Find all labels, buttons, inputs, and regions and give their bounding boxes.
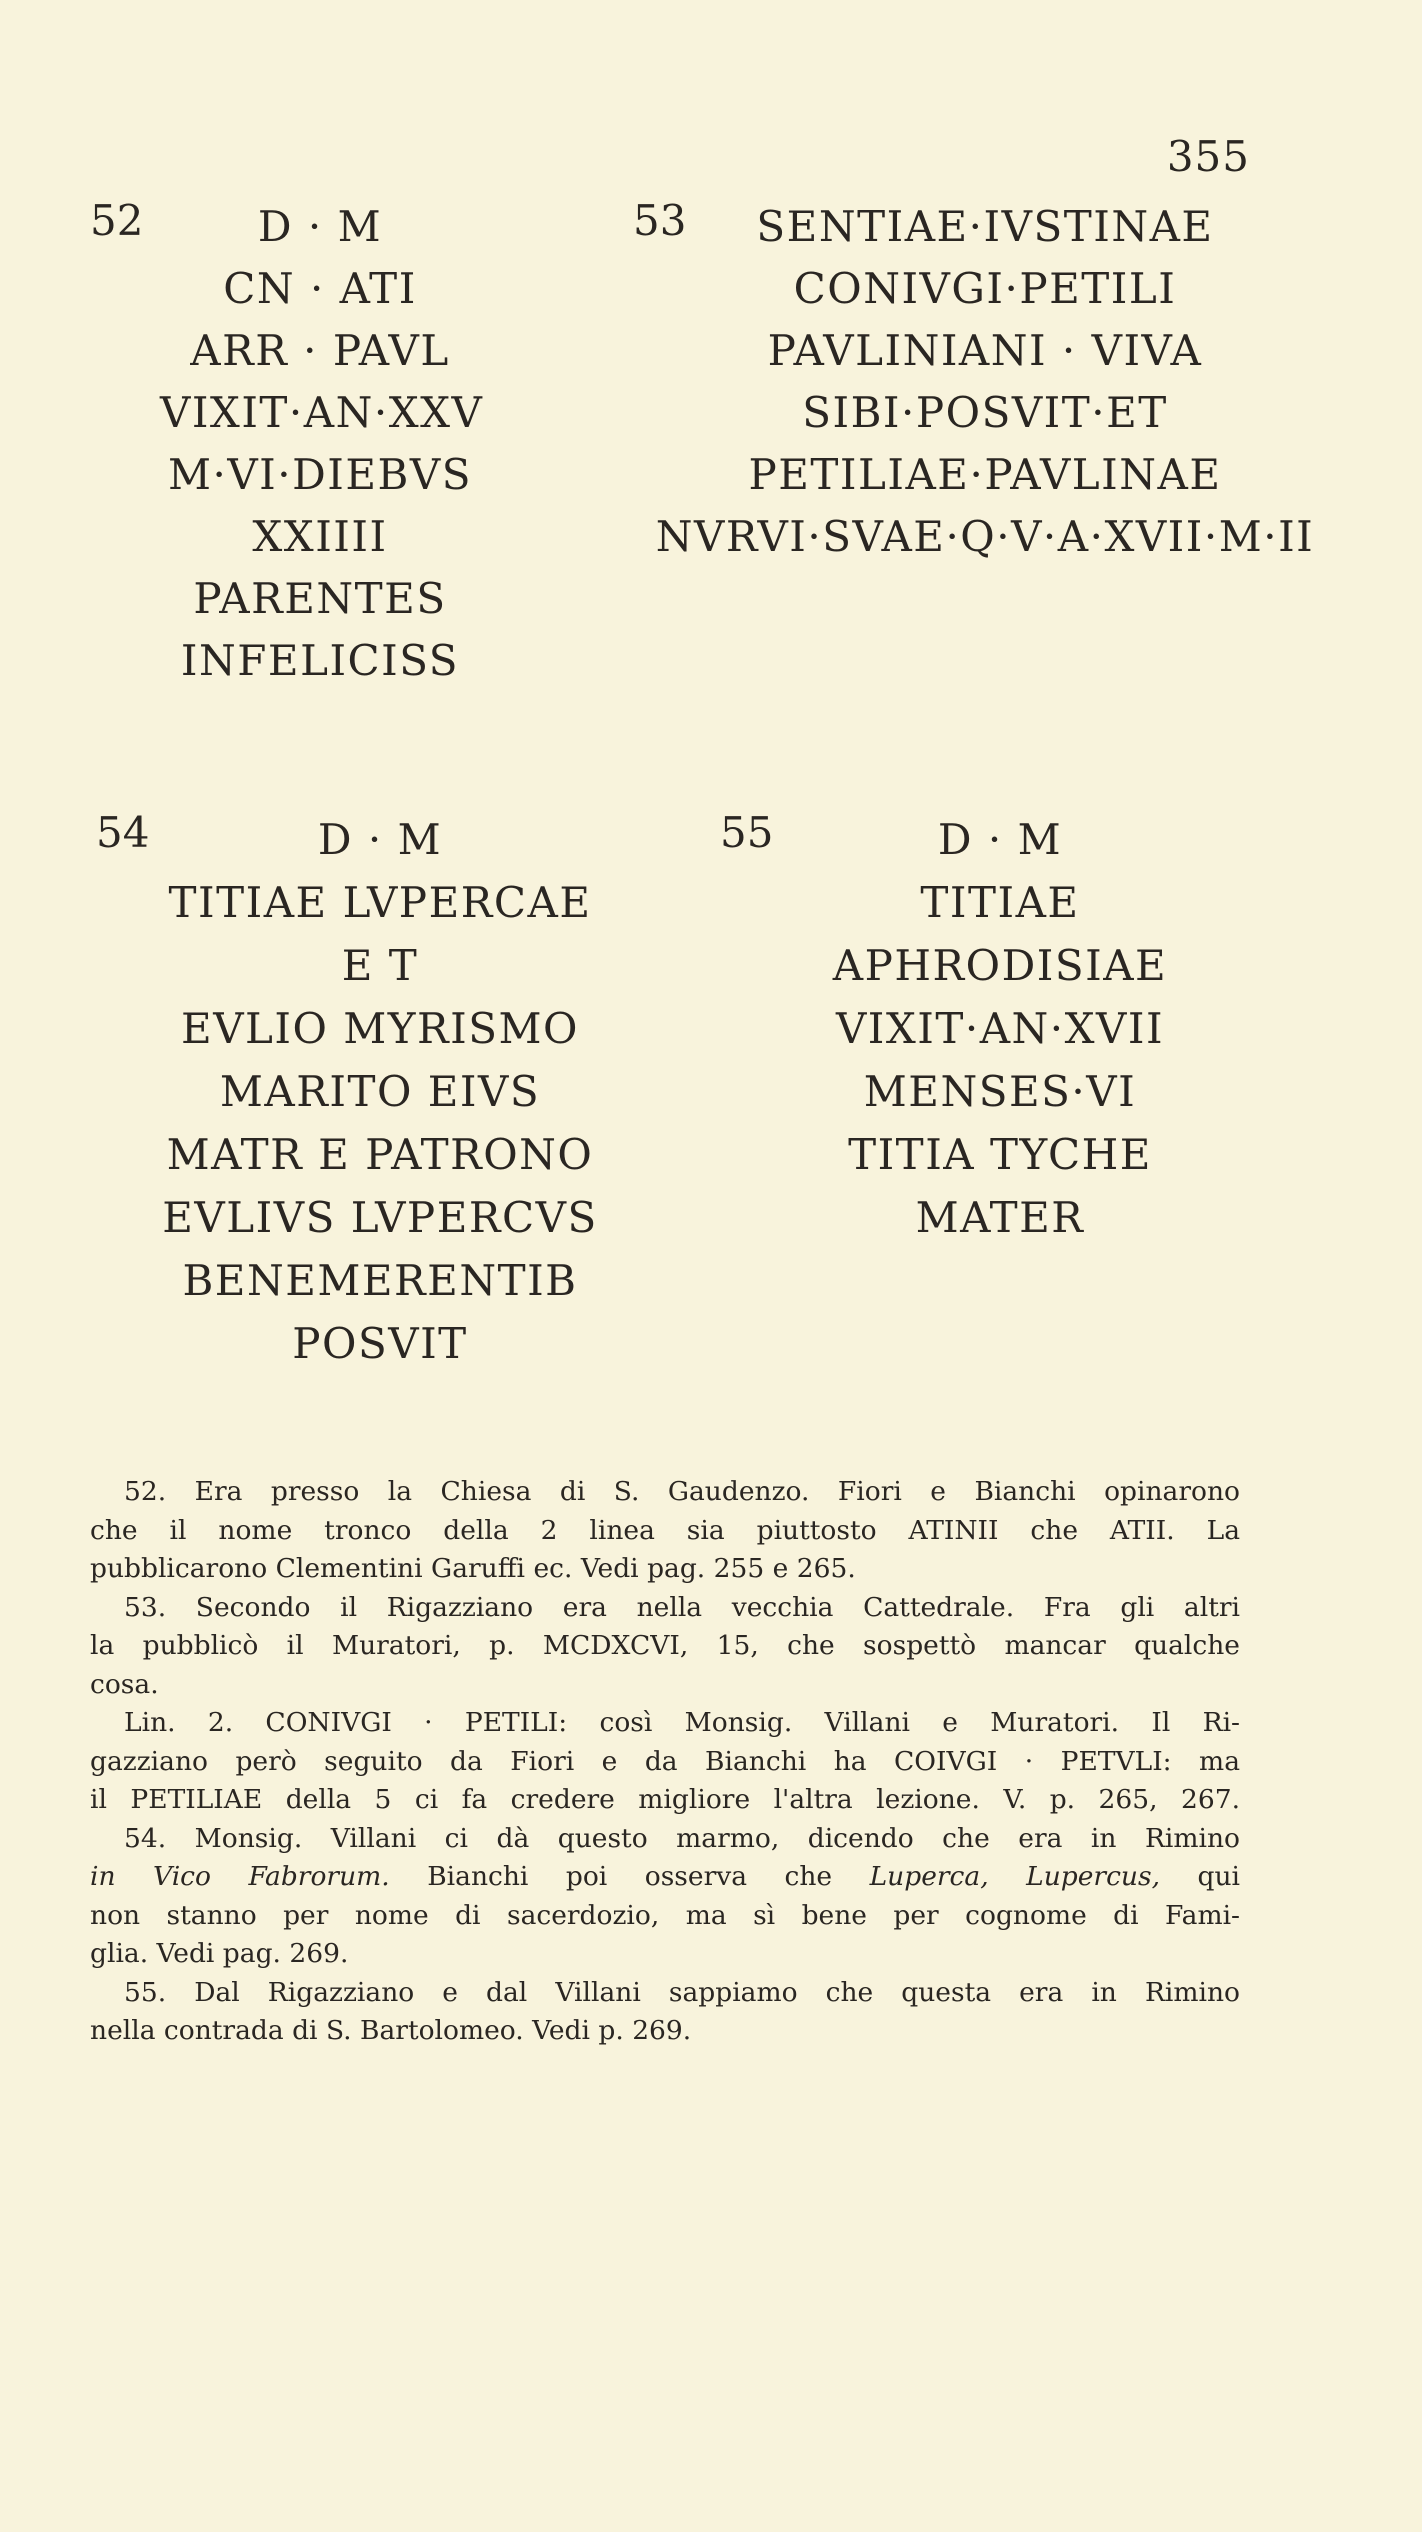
inscription-line: PAVLINIANI · VIVA xyxy=(767,326,1203,375)
note-53 xyxy=(90,1589,1240,1705)
note-line: 54. Monsig. Villani ci dà questo marmo, dicendo che era in Rimino xyxy=(124,1822,1240,1854)
note-52 xyxy=(90,1473,1240,1589)
inscription-line: D · M xyxy=(937,815,1063,864)
note-line: il PETILIAE della 5 ci fa credere migliore l'altra lezione. V. p. 265, 267. xyxy=(90,1784,1240,1815)
inscription-line: MARITO EIVS xyxy=(219,1067,541,1116)
note-text: qui xyxy=(1160,1861,1241,1892)
inscription-line: APHRODISIAE xyxy=(832,941,1168,990)
note-line: cosa. xyxy=(90,1668,159,1700)
note-line: 53. Secondo il Rigazziano era nella vecchia Cattedrale. Fra gli altri xyxy=(124,1591,1240,1623)
inscription-line: SENTIAE·IVSTINAE xyxy=(756,202,1214,251)
page-number: 355 xyxy=(1166,132,1250,181)
note-54 xyxy=(90,1820,1240,1974)
note-line: glia. Vedi pag. 269. xyxy=(90,1938,349,1969)
inscription-line: M·VI·DIEBVS xyxy=(167,450,473,499)
note-line: pubblicarono Clementini Garuffi ec. Vedi pag. 255 e 265. xyxy=(90,1553,856,1584)
inscription-line: PARENTES xyxy=(193,574,447,623)
note-line: 55. Dal Rigazziano e dal Villani sappiamo che questa era in Rimino xyxy=(124,1976,1240,2008)
inscription-line: EVLIVS LVPERCVS xyxy=(162,1193,598,1242)
inscription-line: D · M xyxy=(257,202,383,251)
inscription-line: TITIAE LVPERCAE xyxy=(168,878,592,927)
note-55 xyxy=(90,1974,1240,2051)
inscription-text xyxy=(160,808,600,1375)
inscription-text xyxy=(625,196,1345,568)
inscription-text xyxy=(160,196,484,692)
inscription-54 xyxy=(90,808,650,1368)
inscription-line: E T xyxy=(341,941,419,990)
inscription-line: PETILIAE·PAVLINAE xyxy=(748,450,1222,499)
note-line: gazziano però seguito da Fiori e da Bianchi ha COIVGI · PETVLI: ma xyxy=(90,1745,1240,1777)
note-line: nella contrada di S. Bartolomeo. Vedi p. 269. xyxy=(90,2015,692,2046)
inscription-number: 54 xyxy=(96,808,150,857)
inscription-number: 53 xyxy=(633,196,687,245)
inscription-line: TITIA TYCHE xyxy=(848,1130,1152,1179)
note-line: Lin. 2. CONIVGI · PETILI: così Monsig. Villani e Muratori. Il Ri- xyxy=(124,1707,1240,1738)
note-line xyxy=(90,1858,1240,1897)
inscription-52 xyxy=(90,196,550,685)
inscription-line: INFELICISS xyxy=(180,636,460,685)
note-53-line-2 xyxy=(90,1704,1240,1820)
inscription-line: POSVIT xyxy=(292,1319,468,1368)
note-line: 52. Era presso la Chiesa di S. Gaudenzo. Fiori e Bianchi opinarono xyxy=(124,1476,1240,1507)
inscription-line: CN · ATI xyxy=(223,264,417,313)
note-italic: in Vico Fabrorum. xyxy=(90,1861,390,1892)
inscription-line: VIXIT·AN·XVII xyxy=(835,1004,1165,1053)
inscription-line: MATR E PATRONO xyxy=(166,1130,594,1179)
inscription-line: MENSES·VI xyxy=(863,1067,1137,1116)
inscription-text xyxy=(780,808,1220,1249)
inscription-line: ARR · PAVL xyxy=(190,326,450,375)
note-line: non stanno per nome di sacerdozio, ma sì bene per cognome di Fami- xyxy=(90,1899,1240,1931)
inscription-line: XXIIII xyxy=(252,512,388,561)
note-italic: Luperca, Lupercus, xyxy=(869,1861,1161,1892)
inscription-line: EVLIO MYRISMO xyxy=(181,1004,579,1053)
inscription-line: SIBI·POSVIT·ET xyxy=(802,388,1168,437)
inscription-line: CONIVGI·PETILI xyxy=(793,264,1177,313)
note-line: che il nome tronco della 2 linea sia piuttosto ATINII che ATII. La xyxy=(90,1514,1240,1546)
inscription-line: TITIAE xyxy=(920,878,1080,927)
note-line: la pubblicò il Muratori, p. MCDXCVI, 15, che sospettò mancar qualche xyxy=(90,1630,1240,1661)
inscription-number: 55 xyxy=(720,808,774,857)
inscription-line: D · M xyxy=(317,815,443,864)
inscription-line: NVRVI·SVAE·Q·V·A·XVII·M·II xyxy=(655,512,1315,561)
inscription-number: 52 xyxy=(90,196,144,245)
inscription-line: MATER xyxy=(915,1193,1085,1242)
inscription-55 xyxy=(690,808,1310,1248)
inscription-53 xyxy=(625,196,1345,596)
inscription-line: VIXIT·AN·XXV xyxy=(160,388,484,437)
commentary-notes xyxy=(90,1473,1240,2051)
inscription-line: BENEMERENTIB xyxy=(182,1256,578,1305)
note-text: Bianchi poi osserva che xyxy=(389,1861,870,1892)
